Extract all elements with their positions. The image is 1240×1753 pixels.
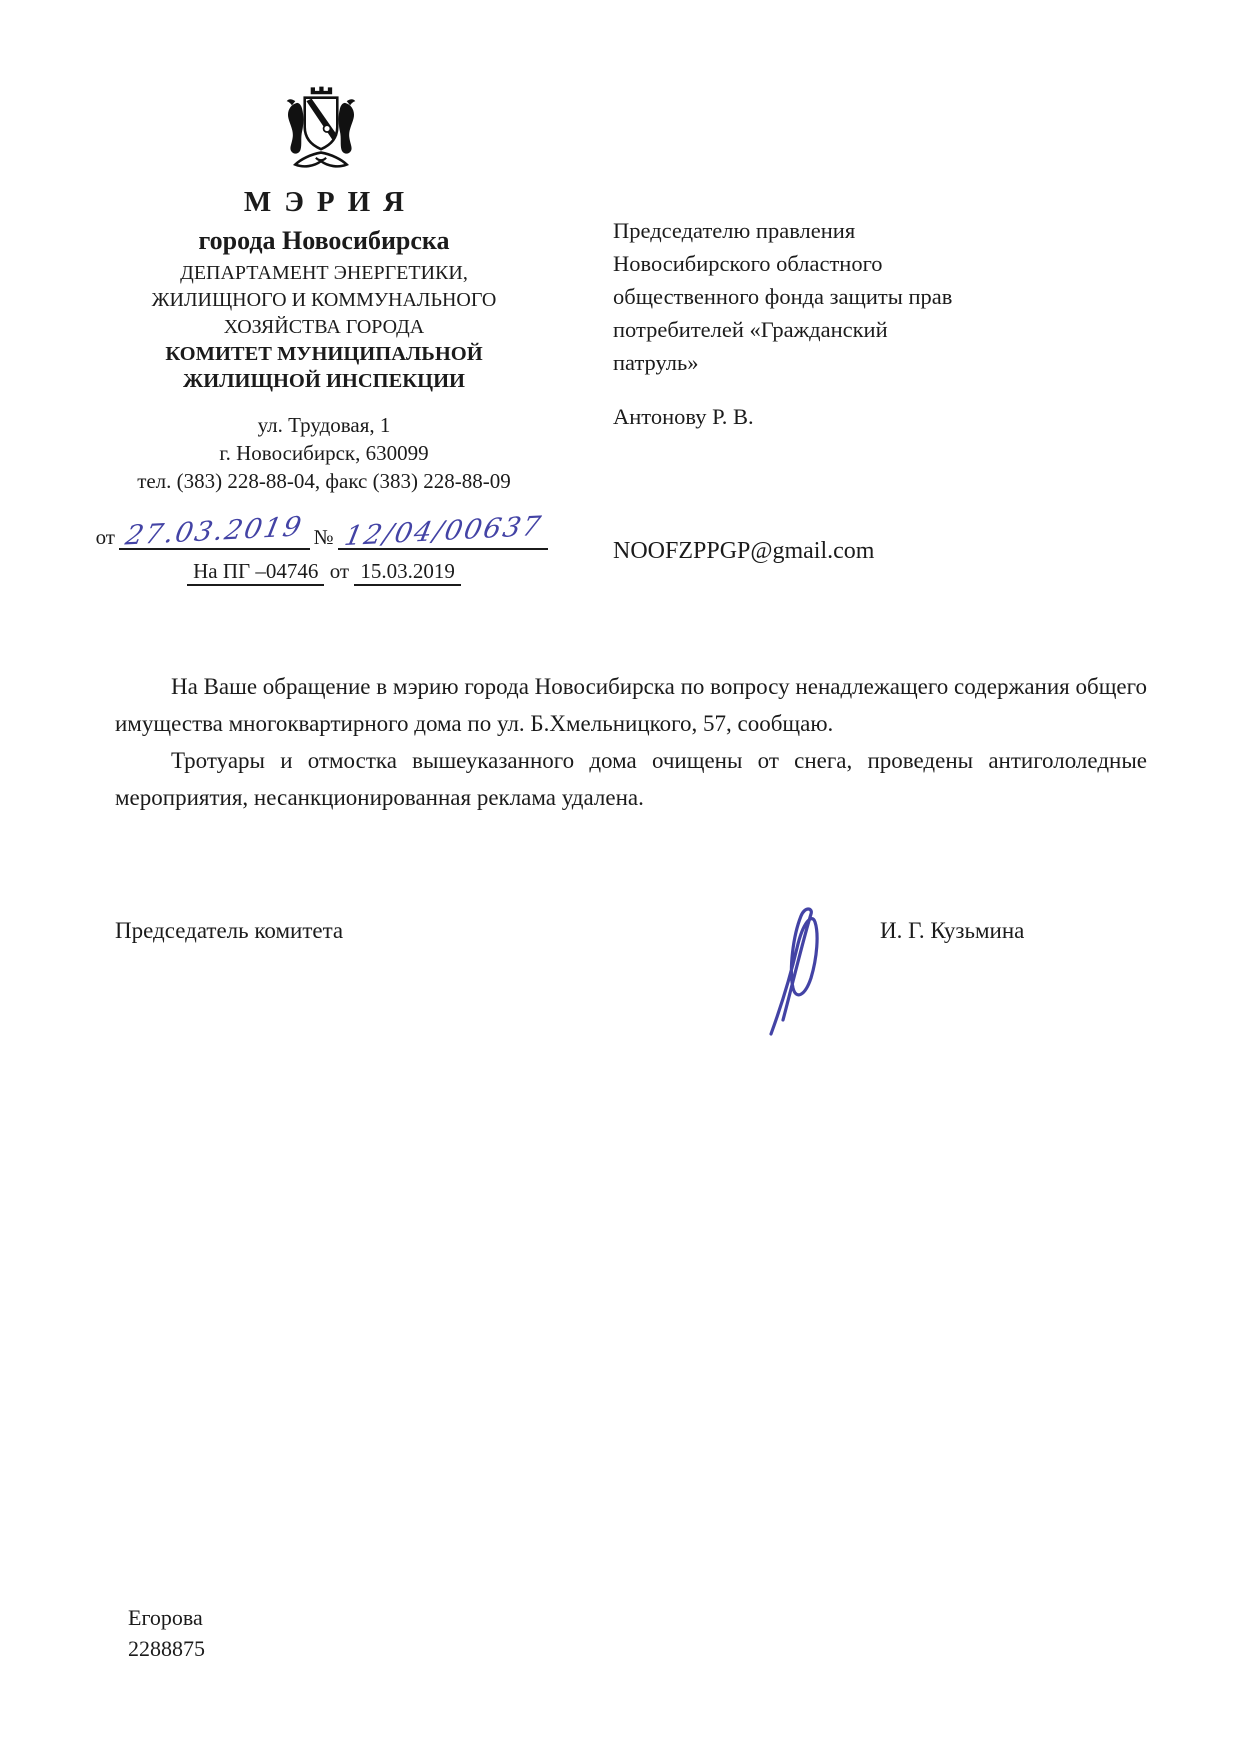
department-line: ЖИЛИЩНОГО И КОММУНАЛЬНОГО [151, 289, 497, 311]
recipient-line: Новосибирского областного [613, 251, 883, 276]
coat-of-arms-icon [278, 84, 364, 180]
recipient-address [613, 214, 1063, 379]
outgoing-date-handwritten: 27.03.2019 [122, 511, 306, 552]
body-paragraph-1: На Ваше обращение в мэрию города Новосибирска по вопросу ненадлежащего содержания общего имущества многоквартирного дома по ул. Б.Хмельницкого, 57, сообщаю. [115, 674, 1147, 736]
outgoing-number-row [88, 504, 560, 553]
org-name-primary: МЭРИЯ [243, 186, 418, 218]
department-line: ДЕПАРТАМЕНТ ЭНЕРГЕТИКИ, [180, 262, 468, 284]
committee-line: КОМИТЕТ МУНИЦИПАЛЬНОЙ [165, 343, 483, 365]
outgoing-number-label: № [313, 525, 334, 549]
department-line: ХОЗЯЙСТВА ГОРОДА [223, 316, 425, 338]
body-paragraph-2: Тротуары и отмостка вышеуказанного дома очищены от снега, проведены антигололедные мероприятия, несанкционированная реклама удалена. [115, 748, 1147, 810]
letterhead [88, 186, 560, 584]
incoming-number: На ПГ –04746 [187, 559, 324, 586]
recipient-line: потребителей «Гражданский [613, 317, 888, 342]
signer-title: Председатель комитета [115, 918, 344, 943]
signature-row [115, 900, 1147, 1040]
contact-block [88, 411, 560, 495]
outgoing-number-handwritten: 12/04/00637 [341, 510, 545, 553]
signer-name: И. Г. Кузьмина [880, 918, 1025, 943]
recipient-block [613, 214, 1063, 568]
executor-phone: 2288875 [128, 1636, 205, 1661]
recipient-name: Антонову Р. В. [613, 404, 754, 429]
recipient-line: Председателю правления [613, 218, 856, 243]
letter-body [115, 668, 1147, 816]
executor-name: Егорова [128, 1605, 203, 1630]
executor-footer [128, 1602, 205, 1664]
recipient-line: патруль» [613, 350, 699, 375]
phone-fax: тел. (383) 228-88-04, факс (383) 228-88-09 [137, 469, 511, 493]
street-address: ул. Трудовая, 1 [257, 413, 391, 437]
outgoing-number-slot [338, 510, 549, 553]
recipient-email: NOOFZPPGP@gmail.com [613, 538, 875, 564]
handwritten-signature-icon [753, 900, 843, 1040]
outgoing-from-label: от [95, 525, 115, 549]
city-postal: г. Новосибирск, 630099 [219, 441, 429, 465]
outgoing-date-slot [119, 511, 310, 552]
committee-line: ЖИЛИЩНОЙ ИНСПЕКЦИИ [183, 370, 465, 392]
incoming-date: 15.03.2019 [354, 559, 461, 586]
department-name [88, 260, 560, 341]
org-name-secondary: города Новосибирска [198, 226, 450, 255]
committee-name [88, 341, 560, 395]
incoming-from-label: от [329, 559, 350, 583]
recipient-line: общественного фонда защиты прав [613, 284, 953, 309]
incoming-reference-row [88, 559, 560, 584]
